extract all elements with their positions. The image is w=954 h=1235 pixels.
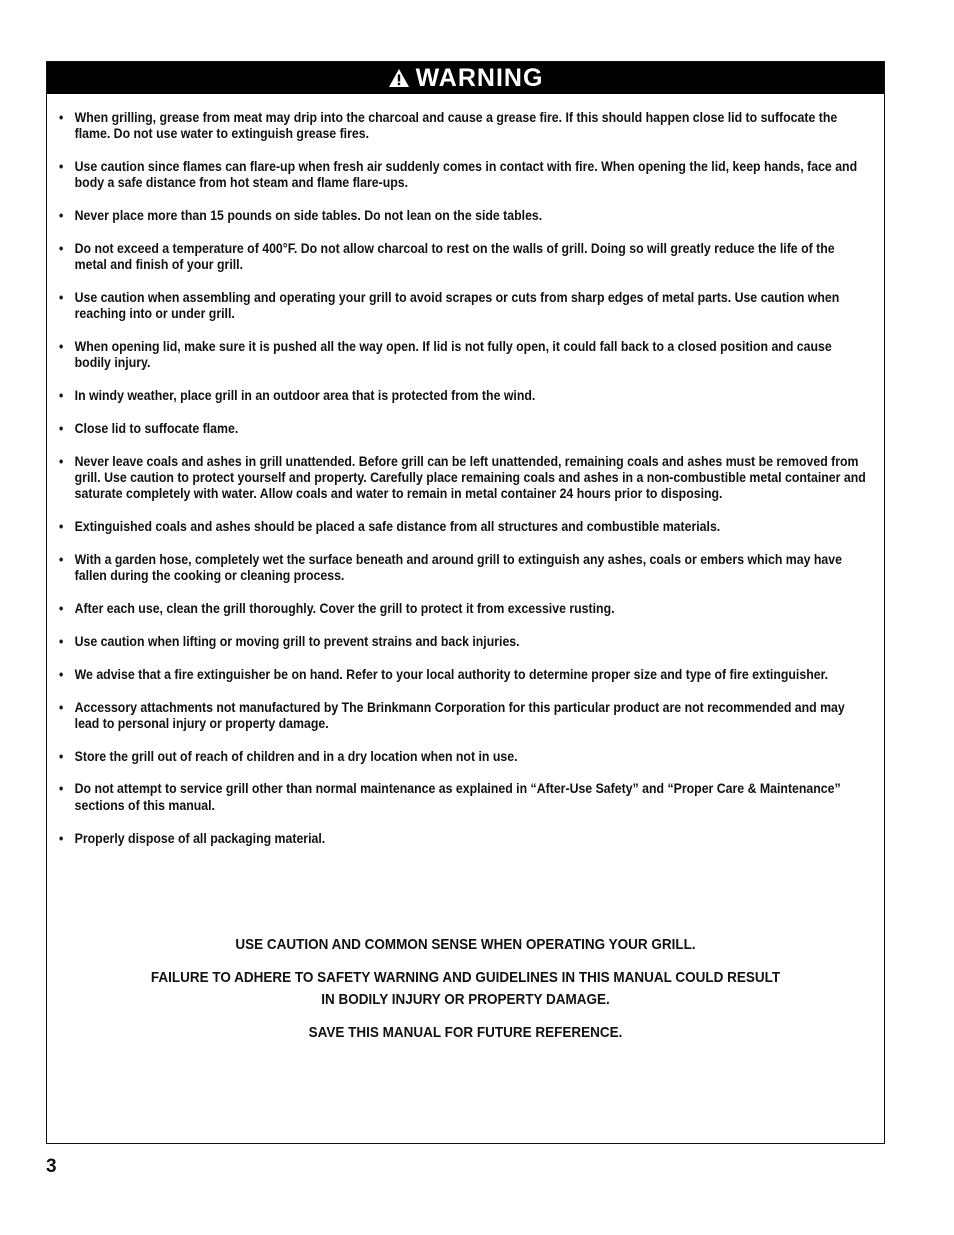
list-item: • Never leave coals and ashes in grill unattended. Before grill can be left unattended, remaining coals and ashes must be removed from grill. Use caution to protect yourself and property. Carefully place remaining coals and ashes in a non-combustible metal container and saturate completely with water. Allow coals and water to remain in metal container 24 hours prior to disposing.	[59, 454, 866, 503]
list-item: • Properly dispose of all packaging material.	[59, 831, 866, 847]
closing-failure-line2: IN BODILY INJURY OR PROPERTY DAMAGE.	[321, 991, 610, 1008]
warning-triangle-icon	[388, 68, 410, 88]
closing-caution: USE CAUTION AND COMMON SENSE WHEN OPERATING YOUR GRILL.	[235, 936, 696, 953]
list-item: • Use caution when lifting or moving grill to prevent strains and back injuries.	[59, 634, 866, 650]
list-item: • Do not exceed a temperature of 400°F. Do not allow charcoal to rest on the walls of grill. Doing so will greatly reduce the life of the metal and finish of your grill.	[59, 241, 866, 274]
warning-title: WARNING	[415, 64, 544, 92]
list-item: • Close lid to suffocate flame.	[59, 421, 866, 437]
list-item: • Store the grill out of reach of children and in a dry location when not in use.	[59, 749, 866, 765]
closing-statements	[47, 934, 884, 1055]
closing-failure	[89, 967, 842, 1011]
list-item: • Do not attempt to service grill other than normal maintenance as explained in “After-Use Safety” and “Proper Care & Maintenance” sections of this manual.	[59, 781, 866, 814]
closing-failure-line1: FAILURE TO ADHERE TO SAFETY WARNING AND GUIDELINES IN THIS MANUAL COULD RESULT	[150, 969, 781, 986]
page-number: 3	[46, 1156, 57, 1177]
list-item: • Never place more than 15 pounds on side tables. Do not lean on the side tables.	[59, 208, 866, 224]
list-item: • With a garden hose, completely wet the surface beneath and around grill to extinguish any ashes, coals or embers which may have fallen during the cooking or cleaning process.	[59, 552, 866, 585]
list-item: • Use caution since flames can flare-up when fresh air suddenly comes in contact with fire. When opening the lid, keep hands, face and body a safe distance from hot steam and flame flare-ups.	[59, 159, 866, 192]
warning-header	[47, 62, 884, 94]
list-item: • When grilling, grease from meat may drip into the charcoal and cause a grease fire. If this should happen close lid to suffocate the flame. Do not use water to extinguish grease fires.	[59, 110, 866, 143]
warning-list	[47, 94, 884, 847]
list-item: • Use caution when assembling and operating your grill to avoid scrapes or cuts from sharp edges of metal parts. Use caution when reaching into or under grill.	[59, 290, 866, 323]
list-item: • When opening lid, make sure it is pushed all the way open. If lid is not fully open, it could fall back to a closed position and cause bodily injury.	[59, 339, 866, 372]
list-item: • In windy weather, place grill in an outdoor area that is protected from the wind.	[59, 388, 866, 404]
list-item: • After each use, clean the grill thoroughly. Cover the grill to protect it from excessive rusting.	[59, 601, 866, 617]
list-item: • We advise that a fire extinguisher be on hand. Refer to your local authority to determine proper size and type of fire extinguisher.	[59, 667, 866, 683]
warning-box	[46, 61, 885, 1144]
closing-save-manual: SAVE THIS MANUAL FOR FUTURE REFERENCE.	[308, 1024, 623, 1041]
list-item: • Accessory attachments not manufactured by The Brinkmann Corporation for this particular product are not recommended and may lead to personal injury or property damage.	[59, 700, 866, 733]
list-item: • Extinguished coals and ashes should be placed a safe distance from all structures and combustible materials.	[59, 519, 866, 535]
